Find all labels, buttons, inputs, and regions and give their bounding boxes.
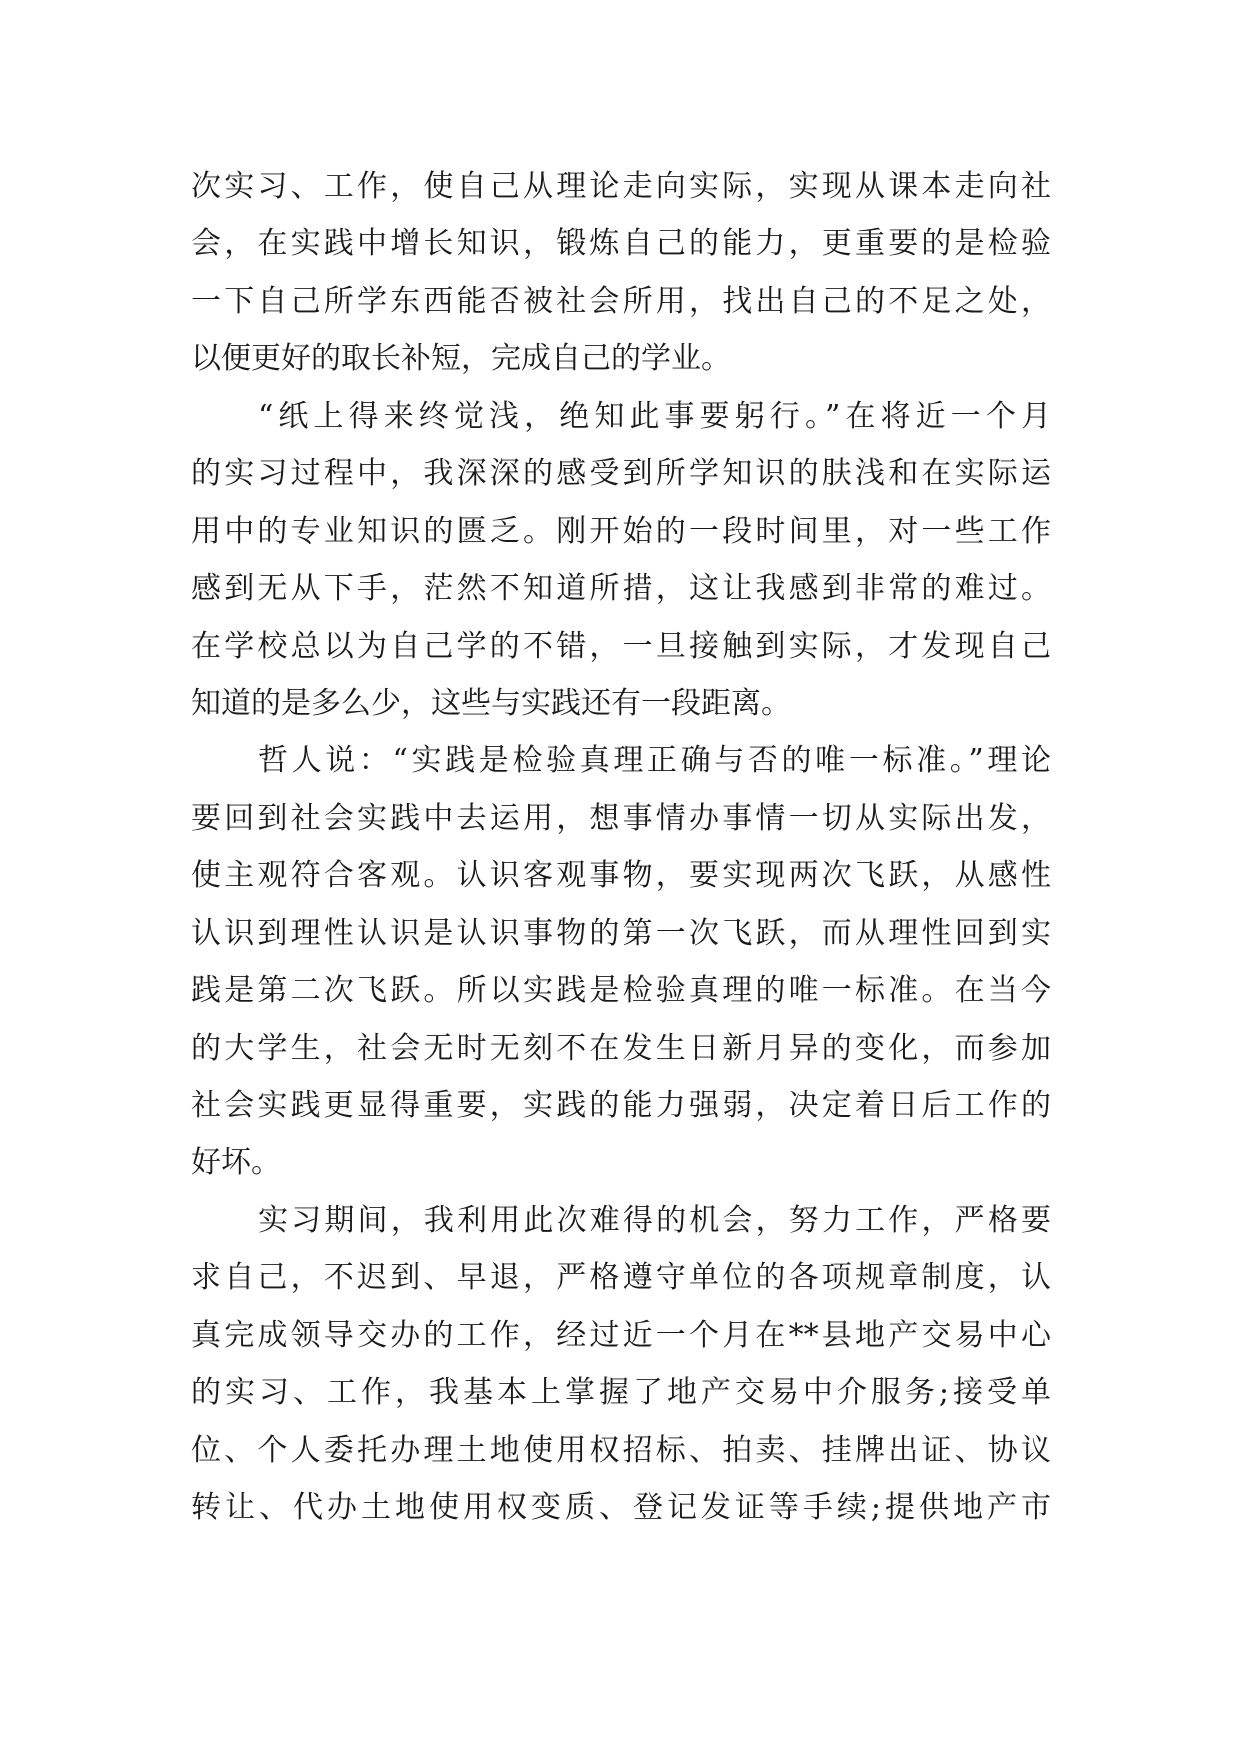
text-line: 真完成领导交办的工作，经过近一个月在**县地产交易中心 <box>191 1317 1051 1353</box>
text-line: 求自己，不迟到、早退，严格遵守单位的各项规章制度，认 <box>191 1260 1051 1296</box>
text-line: “纸上得来终觉浅，绝知此事要躬行。”在将近一个月 <box>258 398 1051 434</box>
text-line: 认识到理性认识是认识事物的第一次飞跃，而从理性回到实 <box>191 915 1051 951</box>
text-line: 用中的专业知识的匮乏。刚开始的一段时间里，对一些工作 <box>191 513 1051 549</box>
text-line: 次实习、工作，使自己从理论走向实际，实现从课本走向社 <box>191 169 1051 204</box>
text-line: 知道的是多么少，这些与实践还有一段距离。 <box>191 685 791 721</box>
text-line: 实习期间，我利用此次难得的机会，努力工作，严格要 <box>258 1202 1051 1238</box>
text-line: 使主观符合客观。认识客观事物，要实现两次飞跃，从感性 <box>191 858 1051 894</box>
text-line: 在学校总以为自己学的不错，一旦接触到实际，才发现自己 <box>191 628 1051 664</box>
text-line: 的实习、工作，我基本上掌握了地产交易中介服务;接受单 <box>191 1375 1051 1411</box>
text-line: 要回到社会实践中去运用，想事情办事情一切从实际出发， <box>191 800 1051 836</box>
text-line: 会，在实践中增长知识，锻炼自己的能力，更重要的是检验 <box>191 226 1051 262</box>
text-line: 社会实践更显得重要，实践的能力强弱，决定着日后工作的 <box>191 1088 1051 1123</box>
text-line: 好坏。 <box>191 1145 281 1181</box>
text-line: 践是第二次飞跃。所以实践是检验真理的唯一标准。在当今 <box>191 973 1051 1009</box>
text-line: 的实习过程中，我深深的感受到所学知识的肤浅和在实际运 <box>191 456 1051 492</box>
text-line: 转让、代办土地使用权变质、登记发证等手续;提供地产市 <box>191 1490 1051 1526</box>
text-line: 的大学生，社会无时无刻不在发生日新月异的变化，而参加 <box>191 1030 1051 1066</box>
text-line: 以便更好的取长补短，完成自己的学业。 <box>191 341 731 377</box>
text-line: 位、个人委托办理土地使用权招标、拍卖、挂牌出证、协议 <box>191 1432 1051 1468</box>
text-line: 哲人说：“实践是检验真理正确与否的唯一标准。”理论 <box>258 743 1051 779</box>
text-line: 感到无从下手，茫然不知道所措，这让我感到非常的难过。 <box>191 571 1051 607</box>
body-text <box>191 158 1051 1537</box>
text-line: 一下自己所学东西能否被社会所用，找出自己的不足之处， <box>191 283 1051 319</box>
